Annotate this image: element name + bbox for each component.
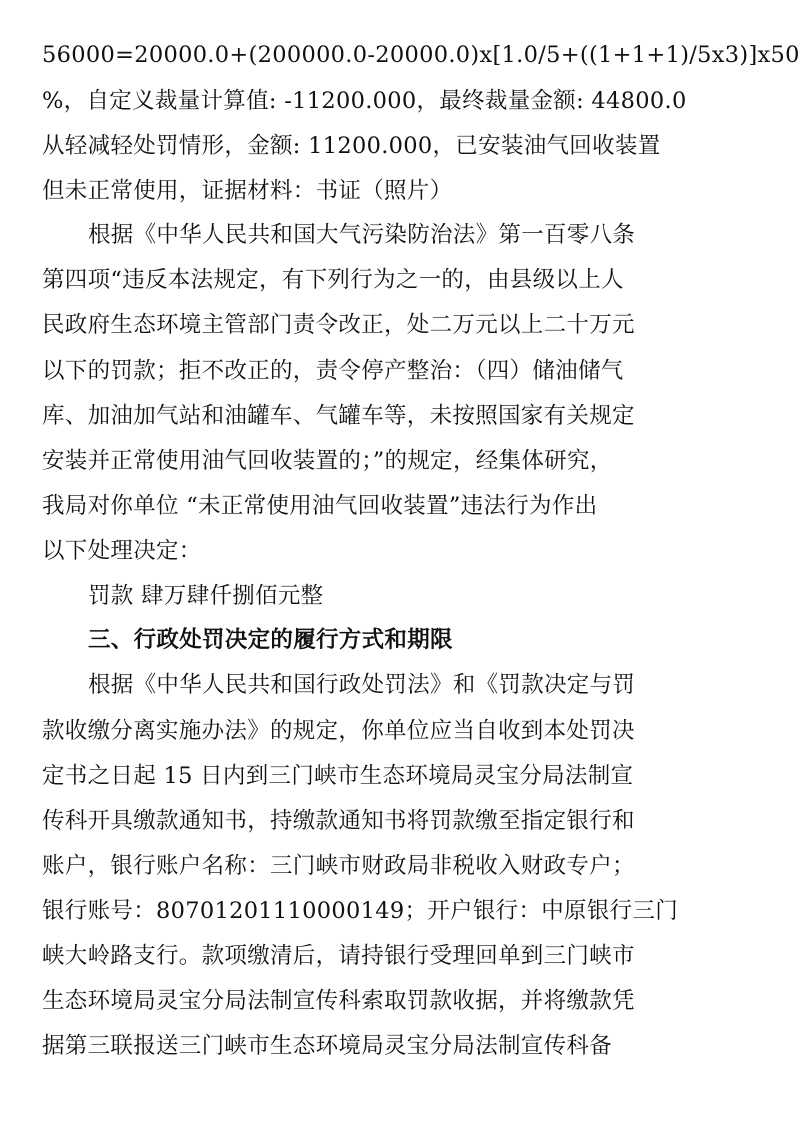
text-line-21: 峡大岭路支行。款项缴清后，请持银行受理回单到三门峡市 — [42, 943, 635, 969]
text-line-1: 56000=20000.0+(200000.0-20000.0)x[1.0/5+((1+1+1)/5x3)]x50 — [42, 42, 800, 68]
penalty-amount: 罚款 肆万肆仟捌佰元整 — [88, 583, 324, 609]
text-line-10: 安装并正常使用油气回收装置的；”的规定，经集体研究， — [42, 448, 613, 474]
text-line-16: 款收缴分离实施办法》的规定，你单位应当自收到本处罚决 — [42, 718, 635, 744]
text-line-20: 银行账号：80701201110000149；开户银行：中原银行三门 — [42, 898, 679, 924]
text-line-6: 第四项“违反本法规定，有下列行为之一的，由县级以上人 — [42, 267, 624, 293]
text-line-3: 从轻减轻处罚情形，金额: 11200.000，已安装油气回收装置 — [42, 133, 661, 159]
text-line-18: 传科开具缴款通知书，持缴款通知书将罚款缴至指定银行和 — [42, 808, 635, 834]
text-line-11: 我局对你单位 “未正常使用油气回收装置”违法行为作出 — [42, 493, 598, 519]
text-line-17: 定书之日起 15 日内到三门峡市生态环境局灵宝分局法制宣 — [42, 763, 634, 789]
text-line-19: 账户，银行账户名称：三门峡市财政局非税收入财政专户； — [42, 853, 635, 879]
text-line-4: 但未正常使用，证据材料：书证（照片） — [42, 178, 453, 204]
text-line-5: 根据《中华人民共和国大气污染防治法》第一百零八条 — [88, 222, 636, 248]
text-line-9: 库、加油加气站和油罐车、气罐车等，未按照国家有关规定 — [42, 403, 635, 429]
text-line-23: 据第三联报送三门峡市生态环境局灵宝分局法制宣传科备 — [42, 1033, 613, 1059]
section-heading: 三、行政处罚决定的履行方式和期限 — [88, 627, 453, 653]
text-line-8: 以下的罚款；拒不改正的，责令停产整治：（四）储油储气 — [42, 358, 624, 384]
text-line-12: 以下处理决定： — [42, 538, 202, 564]
text-line-2: %，自定义裁量计算值: -11200.000，最终裁量金额: 44800.0 — [42, 88, 687, 114]
text-line-22: 生态环境局灵宝分局法制宣传科索取罚款收据，并将缴款凭 — [42, 988, 635, 1014]
text-line-7: 民政府生态环境主管部门责令改正，处二万元以上二十万元 — [42, 312, 635, 338]
text-line-15: 根据《中华人民共和国行政处罚法》和《罚款决定与罚 — [88, 672, 636, 698]
